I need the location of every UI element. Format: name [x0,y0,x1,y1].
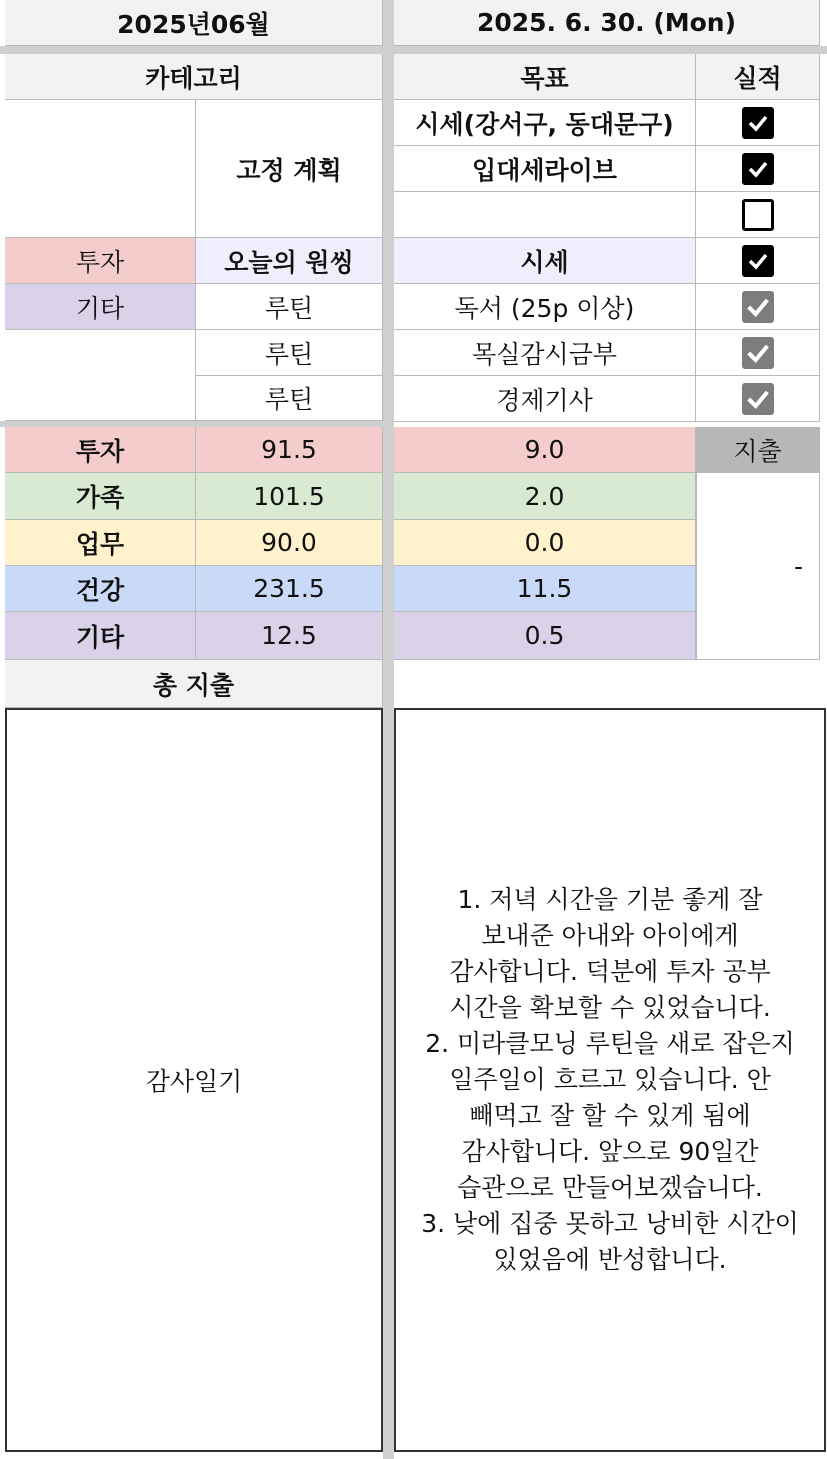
goal-column-header: 목표 [394,54,696,100]
goal-cell: 목실감시금부 [394,330,696,376]
expense-value-a: 12.5 [196,612,383,660]
expense-value-b: 9.0 [394,427,696,473]
date-header: 2025. 6. 30. (Mon) [394,0,820,46]
expense-category: 기타 [5,612,196,660]
result-cell [696,376,820,422]
category-column-header: 카테고리 [5,54,383,100]
blank-category-cell [5,100,196,238]
expense-value-b: 2.0 [394,473,696,520]
checkbox-checked-disabled[interactable] [742,383,774,415]
checkbox-unchecked[interactable] [742,199,774,231]
routine-label: 루틴 [196,284,383,330]
total-expense-label: 총 지출 [5,660,383,708]
checkbox-checked[interactable] [742,245,774,277]
goal-cell: 독서 (25p 이상) [394,284,696,330]
expense-value-b: 11.5 [394,566,696,612]
expense-label: 지출 [696,427,820,473]
expense-category: 건강 [5,566,196,612]
result-cell [696,238,820,284]
result-cell [696,284,820,330]
checkbox-checked-disabled[interactable] [742,291,774,323]
expense-category: 업무 [5,520,196,566]
routine-label: 루틴 [196,376,383,421]
result-cell [696,146,820,192]
goal-cell: 시세(강서구, 동대문구) [394,100,696,146]
expense-value-b: 0.0 [394,520,696,566]
category-other: 기타 [5,284,196,330]
result-cell [696,100,820,146]
checkbox-checked[interactable] [742,107,774,139]
gratitude-diary-text-cell [394,708,826,1452]
dash-value: - [793,551,803,581]
expense-value-a: 91.5 [196,427,383,473]
goal-cell: 시세 [394,238,696,284]
goal-cell: 경제기사 [394,376,696,422]
today-one-thing-label: 오늘의 원씽 [196,238,383,284]
fixed-plan-label: 고정 계획 [196,100,383,238]
expense-value-a: 231.5 [196,566,383,612]
goal-cell: 입대세라이브 [394,146,696,192]
expense-value-a: 101.5 [196,473,383,520]
result-column-header: 실적 [696,54,820,100]
routine-label: 루틴 [196,330,383,376]
result-cell [696,330,820,376]
goal-cell [394,192,696,238]
expense-value-a: 90.0 [196,520,383,566]
expense-total-cell [696,473,820,660]
result-cell [696,192,820,238]
blank-category-cell [5,330,196,421]
category-investment: 투자 [5,238,196,284]
gratitude-diary-label: 감사일기 [5,708,383,1452]
checkbox-checked[interactable] [742,153,774,185]
month-header: 2025년06월 [5,0,383,46]
checkbox-checked-disabled[interactable] [742,337,774,369]
header-gap [0,46,827,54]
expense-category: 가족 [5,473,196,520]
column-gap [383,0,394,1459]
gratitude-diary-text: 1. 저녁 시간을 기분 좋게 잘 보내준 아내와 아이에게 감사합니다. 덕분에 투자 공부 시간을 확보할 수 있었습니다. 2. 미라클모닝 루틴을 새로 잡은지 일주일이 흐르고 있습니다. 안 빼먹고 잘 할 수 있게 됨에 감사합니다. 앞으로 90일간 습관으로 만들어보겠습니다. 3. 낮에 집중 못하고 낭비한 시간이 있었음에 반성합니다. [421,885,799,1274]
expense-category: 투자 [5,427,196,473]
expense-value-b: 0.5 [394,612,696,660]
